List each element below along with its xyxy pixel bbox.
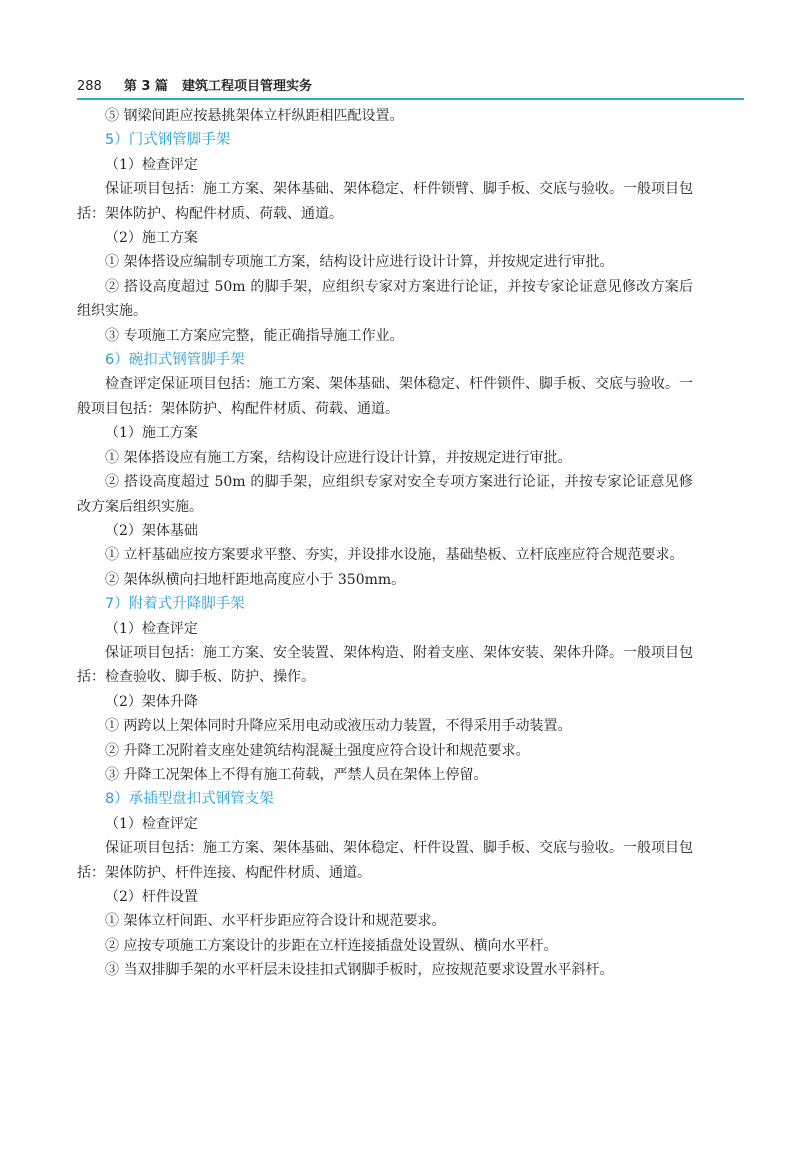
paragraph: 检查评定保证项目包括：施工方案、架体基础、架体稳定、杆件锁件、脚手板、交底与验收。一般项目包括：架体防护、构配件材质、荷载、通道。	[77, 376, 693, 417]
subsection-heading: （2）架体升降	[105, 693, 198, 710]
section-heading: 5）门式钢管脚手架	[105, 132, 231, 149]
list-item: ① 架体搭设应编制专项施工方案，结构设计应进行设计计算，并按规定进行审批。	[105, 254, 614, 271]
paragraph: 保证项目包括：施工方案、安全装置、架体构造、附着支座、架体安装、架体升降。一般项目包括：检查验收、脚手板、防护、操作。	[77, 644, 693, 686]
subsection-heading: （1）检查评定	[105, 620, 198, 637]
list-item: ③ 当双排脚手架的水平杆层未设挂扣式钢脚手板时，应按规范要求设置水平斜杆。	[105, 962, 614, 979]
list-item: ⑤ 钢梁间距应按悬挑架体立杆纵距相匹配设置。	[105, 108, 404, 124]
list-item: ① 架体搭设应有施工方案，结构设计应进行设计计算，并按规定进行审批。	[105, 449, 572, 466]
list-item: ③ 升降工况架体上不得有施工荷载，严禁人员在架体上停留。	[105, 766, 488, 783]
list-item: ② 升降工况附着支座处建筑结构混凝土强度应符合设计和规范要求。	[105, 742, 530, 759]
paragraph: 保证项目包括：施工方案、架体基础、架体稳定、杆件锁臂、脚手板、交底与验收。一般项目包括：架体防护、构配件材质、荷载、通道。	[77, 181, 693, 222]
part-title: 建筑工程项目管理实务	[181, 79, 312, 94]
subsection-heading: （2）杆件设置	[105, 889, 198, 905]
list-item: ① 两跨以上架体同时升降应采用电动或液压动力装置，不得采用手动装置。	[105, 718, 572, 735]
subsection-heading: （2）架体基础	[105, 522, 198, 539]
subsection-heading: （1）检查评定	[105, 156, 198, 173]
section-heading: 8）承插型盘扣式钢管支架	[105, 791, 274, 808]
section-heading: 6）碗扣式钢管脚手架	[105, 352, 245, 369]
page-body	[77, 104, 693, 983]
section-heading: 7）附着式升降脚手架	[105, 596, 245, 613]
list-item: ③ 专项施工方案应完整，能正确指导施工作业。	[105, 327, 404, 344]
subsection-heading: （1）检查评定	[105, 815, 198, 832]
list-item: ② 应按专项施工方案设计的步距在立杆连接插盘处设置纵、横向水平杆。	[105, 937, 558, 954]
page-header	[77, 70, 744, 100]
list-item: ② 搭设高度超过 50m 的脚手架，应组织专家对安全专项方案进行论证，并按专家论证意见修改方案后组织实施。	[77, 474, 693, 515]
subsection-heading: （2）施工方案	[105, 230, 198, 247]
list-item: ① 立杆基础应按方案要求平整、夯实，并设排水设施，基础垫板、立杆底座应符合规范要求。	[105, 547, 684, 564]
page-number: 288	[77, 79, 102, 94]
part-label: 第 3 篇	[123, 79, 168, 94]
list-item: ① 架体立杆间距、水平杆步距应符合设计和规范要求。	[105, 913, 446, 930]
list-item: ② 架体纵横向扫地杆距地高度应小于 350mm。	[105, 571, 406, 588]
list-item: ② 搭设高度超过 50m 的脚手架，应组织专家对方案进行论证，并按专家论证意见修改方案后组织实施。	[77, 278, 693, 320]
subsection-heading: （1）施工方案	[105, 425, 198, 442]
paragraph: 保证项目包括：施工方案、架体基础、架体稳定、杆件设置、脚手板、交底与验收。一般项目包括：架体防护、杆件连接、构配件材质、通道。	[77, 840, 693, 881]
